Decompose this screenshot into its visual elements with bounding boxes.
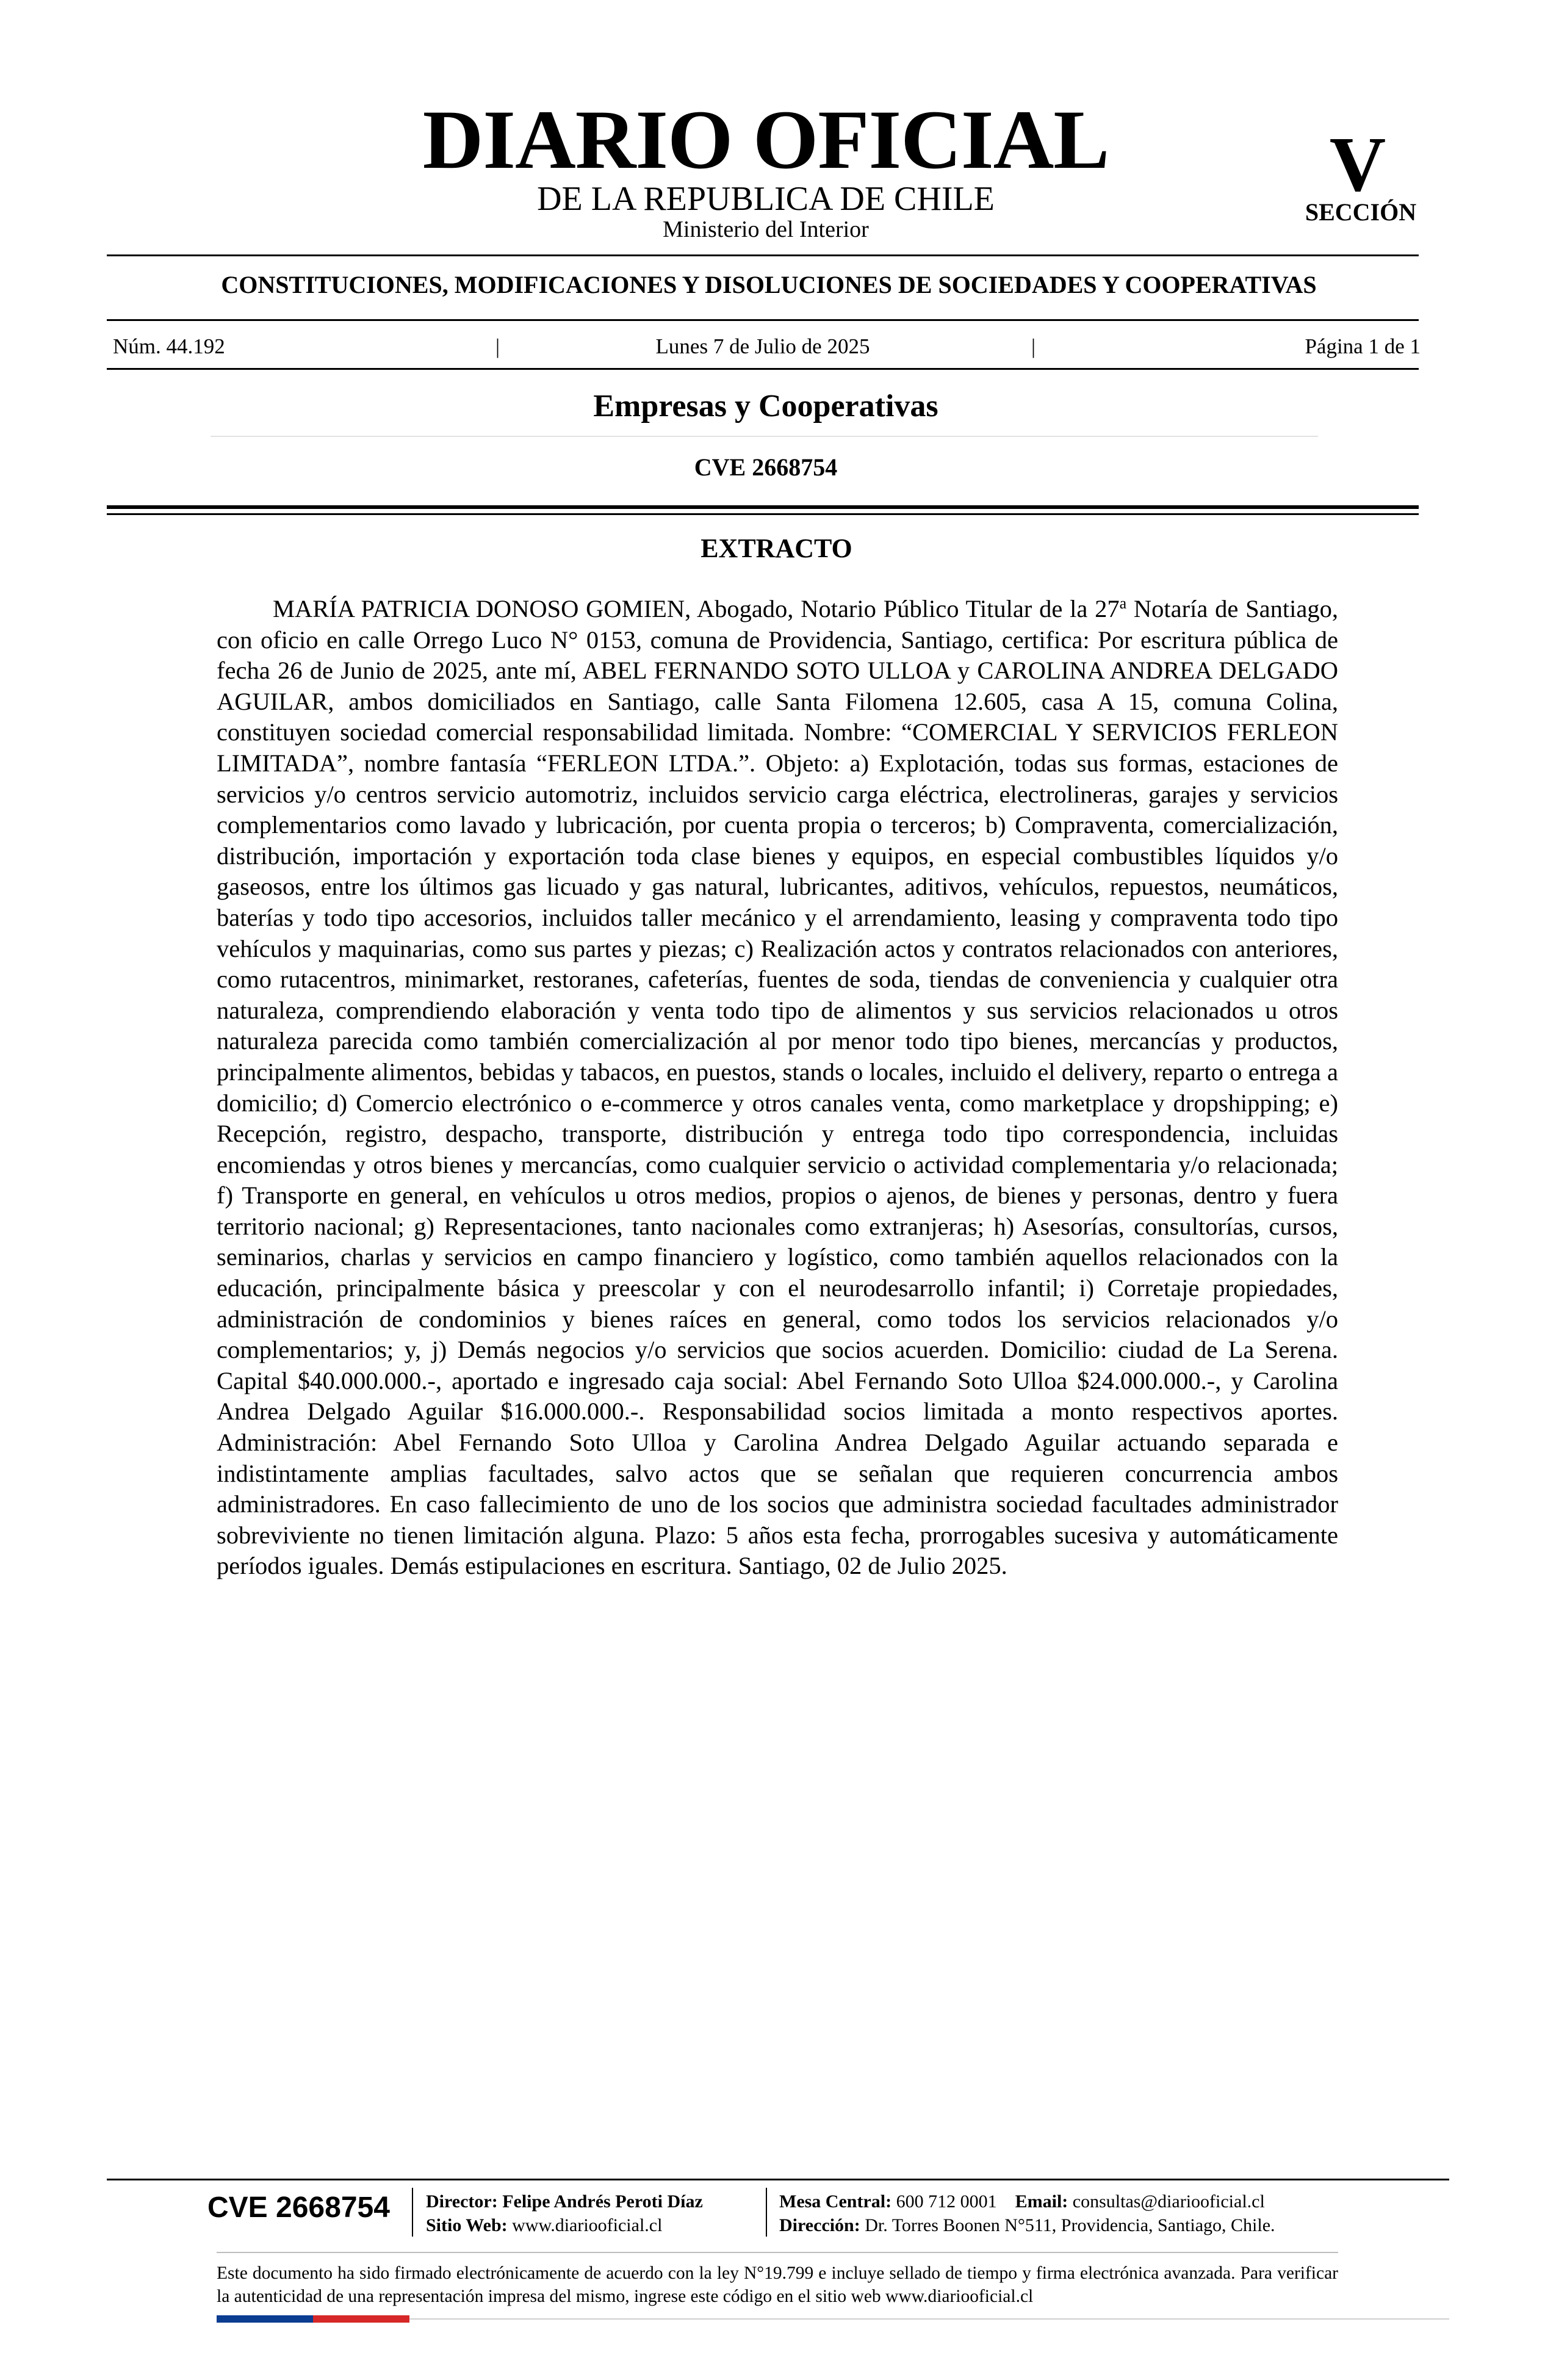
flag-bar-blue (217, 2315, 313, 2323)
footer-address (779, 2216, 1275, 2235)
body-start: MARÍA PATRICIA DONOSO GOMIEN, Abogado, Notario Público Titular de la 27 (273, 595, 1120, 622)
phone-number: 600 712 0001 (896, 2191, 997, 2212)
footer-website (426, 2216, 662, 2235)
issue-date: Lunes 7 de Julio de 2025 (655, 334, 870, 358)
cve-code: CVE 2668754 (694, 453, 838, 481)
email-label: Email: (1015, 2191, 1068, 2212)
category-divider (211, 436, 1318, 437)
footer-note: Este documento ha sido firmado electrónicamente de acuerdo con la ley N°19.799 e incluye sellado de tiempo y firma electrónica avanzada. Para verificar la autenticidad de una representación impresa del mismo, ingrese este código en el sitio web www.diariooficial.cl (217, 2263, 1338, 2306)
header-divider-thick (107, 505, 1419, 509)
masthead-ministry: Ministerio del Interior (663, 217, 869, 242)
category-title: Empresas y Cooperativas (593, 389, 938, 424)
website-link[interactable]: www.diariooficial.cl (512, 2215, 663, 2235)
body-rest: Notaría de Santiago, con oficio en calle Orrego Luco N° 0153, comuna de Providencia, Santiago, certifica: Por escritura pública de fecha 26 de Junio de 2025, ante mí, ABEL FERNANDO SOTO ULLOA y CAROLINA ANDREA DELGADO AGUILAR, ambos domiciliados en Santiago, calle Santa Filomena 12.605, casa A 15, comuna Colina, constituyen sociedad comercial responsabilidad limitada. Nombre: “COMERCIAL Y SERVICIOS FERLEON LIMITADA”, nombre fantasía “FERLEON LTDA.”. Objeto: a) Explotación, todas sus formas, estaciones de servicios y/o centros servicio automotriz, incluidos servicio carga eléctrica, electrolineras, garajes y servicios complementarios como lavado y lubricación, por cuenta propia o terceros; b) Compraventa, comercialización, distribución, importación y exportación toda clase bienes y equipos, en especial combustibles líquidos y/o gaseosos, entre los últimos gas licuado y gas natural, lubricantes, aditivos, vehículos, repuestos, neumáticos, baterías y todo tipo accesorios, incluidos taller mecánico y el arrendamiento, leasing y compraventa todo tipo vehículos y maquinarias, como sus partes y piezas; c) Realización actos y contratos relacionados con anteriores, como rutacentros, minimarket, restoranes, cafeterías, fuentes de soda, tiendas de conveniencia y cualquier otra naturaleza, comprendiendo elaboración y venta todo tipo de alimentos y sus servicios relacionados u otros naturaleza parecida como también comercialización al por menor todo tipo bienes, mercancías y productos, principalmente alimentos, bebidas y tabacos, en puestos, stands o locales, incluido el delivery, reparto o entrega a domicilio; d) Comercio electrónico o e-commerce y otros canales venta, como marketplace y dropshipping; e) Recepción, registro, despacho, transporte, distribución y entrega todo tipo correspondencia, incluidas encomiendas y otros bienes y mercancías, como cualquier servicio o actividad complementaria y/o relacionada; f) Transporte en general, en vehículos u otros medios, propios o ajenos, de bienes y personas, dentro y fuera territorio nacional; g) Representaciones, tanto nacionales como extranjeras; h) Asesorías, consultorías, cursos, seminarios, charlas y servicios en campo financiero y logístico, como también aquellos relacionados con la educación, principalmente básica y preescolar y con el neurodesarrollo infantil; i) Corretaje propiedades, administración de condominios y bienes raíces en general, como todos los servicios relacionados y/o complementarios; y, j) Demás negocios y/o servicios que socios acuerden. Domicilio: ciudad de La Serena. Capital $40.000.000.-, aportado e ingresado caja social: Abel Fernando Soto Ulloa $24.000.000.-, y Carolina Andrea Delgado Aguilar $16.000.000.-. Responsabilidad socios limitada a monto respectivos aportes. Administración: Abel Fernando Soto Ulloa y Carolina Andrea Delgado Aguilar actuando separada e indistintamente amplias facultades, salvo actos que se señalan que requieren concurrencia ambos administradores. En caso fallecimiento de uno de los socios que administra sociedad facultades administrador sobreviviente no tienen limitación alguna. Plazo: 5 años esta fecha, prorrogables sucesiva y automáticamente períodos iguales. Demás estipulaciones en escritura. Santiago, 02 de Julio 2025. (217, 595, 1338, 1580)
flag-bar-line (409, 2318, 1449, 2320)
director-label: Director: (426, 2191, 498, 2212)
section-label: SECCIÓN (1305, 198, 1417, 226)
footer-divider (107, 2179, 1449, 2180)
footer-phone (779, 2193, 1265, 2211)
document-heading: EXTRACTO (701, 533, 852, 563)
issue-separator: | (495, 334, 500, 358)
footer-separator (766, 2188, 767, 2237)
issue-number: Núm. 44.192 (113, 334, 225, 358)
section-letter: V (1329, 121, 1386, 207)
address-text: Dr. Torres Boonen N°511, Providencia, Santiago, Chile. (865, 2215, 1275, 2235)
phone-label: Mesa Central: (779, 2191, 892, 2212)
masthead-subtitle: DE LA REPUBLICA DE CHILE (537, 180, 995, 218)
document-body (217, 594, 1338, 1582)
masthead-divider (107, 254, 1419, 256)
footer-director (426, 2193, 703, 2211)
header-divider-thin (107, 513, 1419, 515)
footer-note-divider (217, 2252, 1338, 2253)
website-label: Sitio Web: (426, 2215, 508, 2235)
masthead-title: DIARIO OFICIAL (422, 93, 1109, 186)
section-divider (107, 319, 1419, 321)
director-name: Felipe Andrés Peroti Díaz (502, 2191, 703, 2212)
issue-separator: | (1031, 334, 1036, 358)
issue-divider (107, 368, 1419, 370)
section-title: CONSTITUCIONES, MODIFICACIONES Y DISOLUCIONES DE SOCIEDADES Y COOPERATIVAS (221, 271, 1317, 298)
ordinal-suffix: a (1119, 594, 1127, 612)
footer-separator (412, 2188, 413, 2237)
flag-bar-red (313, 2315, 409, 2323)
address-label: Dirección: (779, 2215, 860, 2235)
issue-page: Página 1 de 1 (1305, 334, 1421, 358)
email-link[interactable]: consultas@diariooficial.cl (1072, 2191, 1265, 2212)
footer-cve-code: CVE 2668754 (207, 2191, 390, 2224)
